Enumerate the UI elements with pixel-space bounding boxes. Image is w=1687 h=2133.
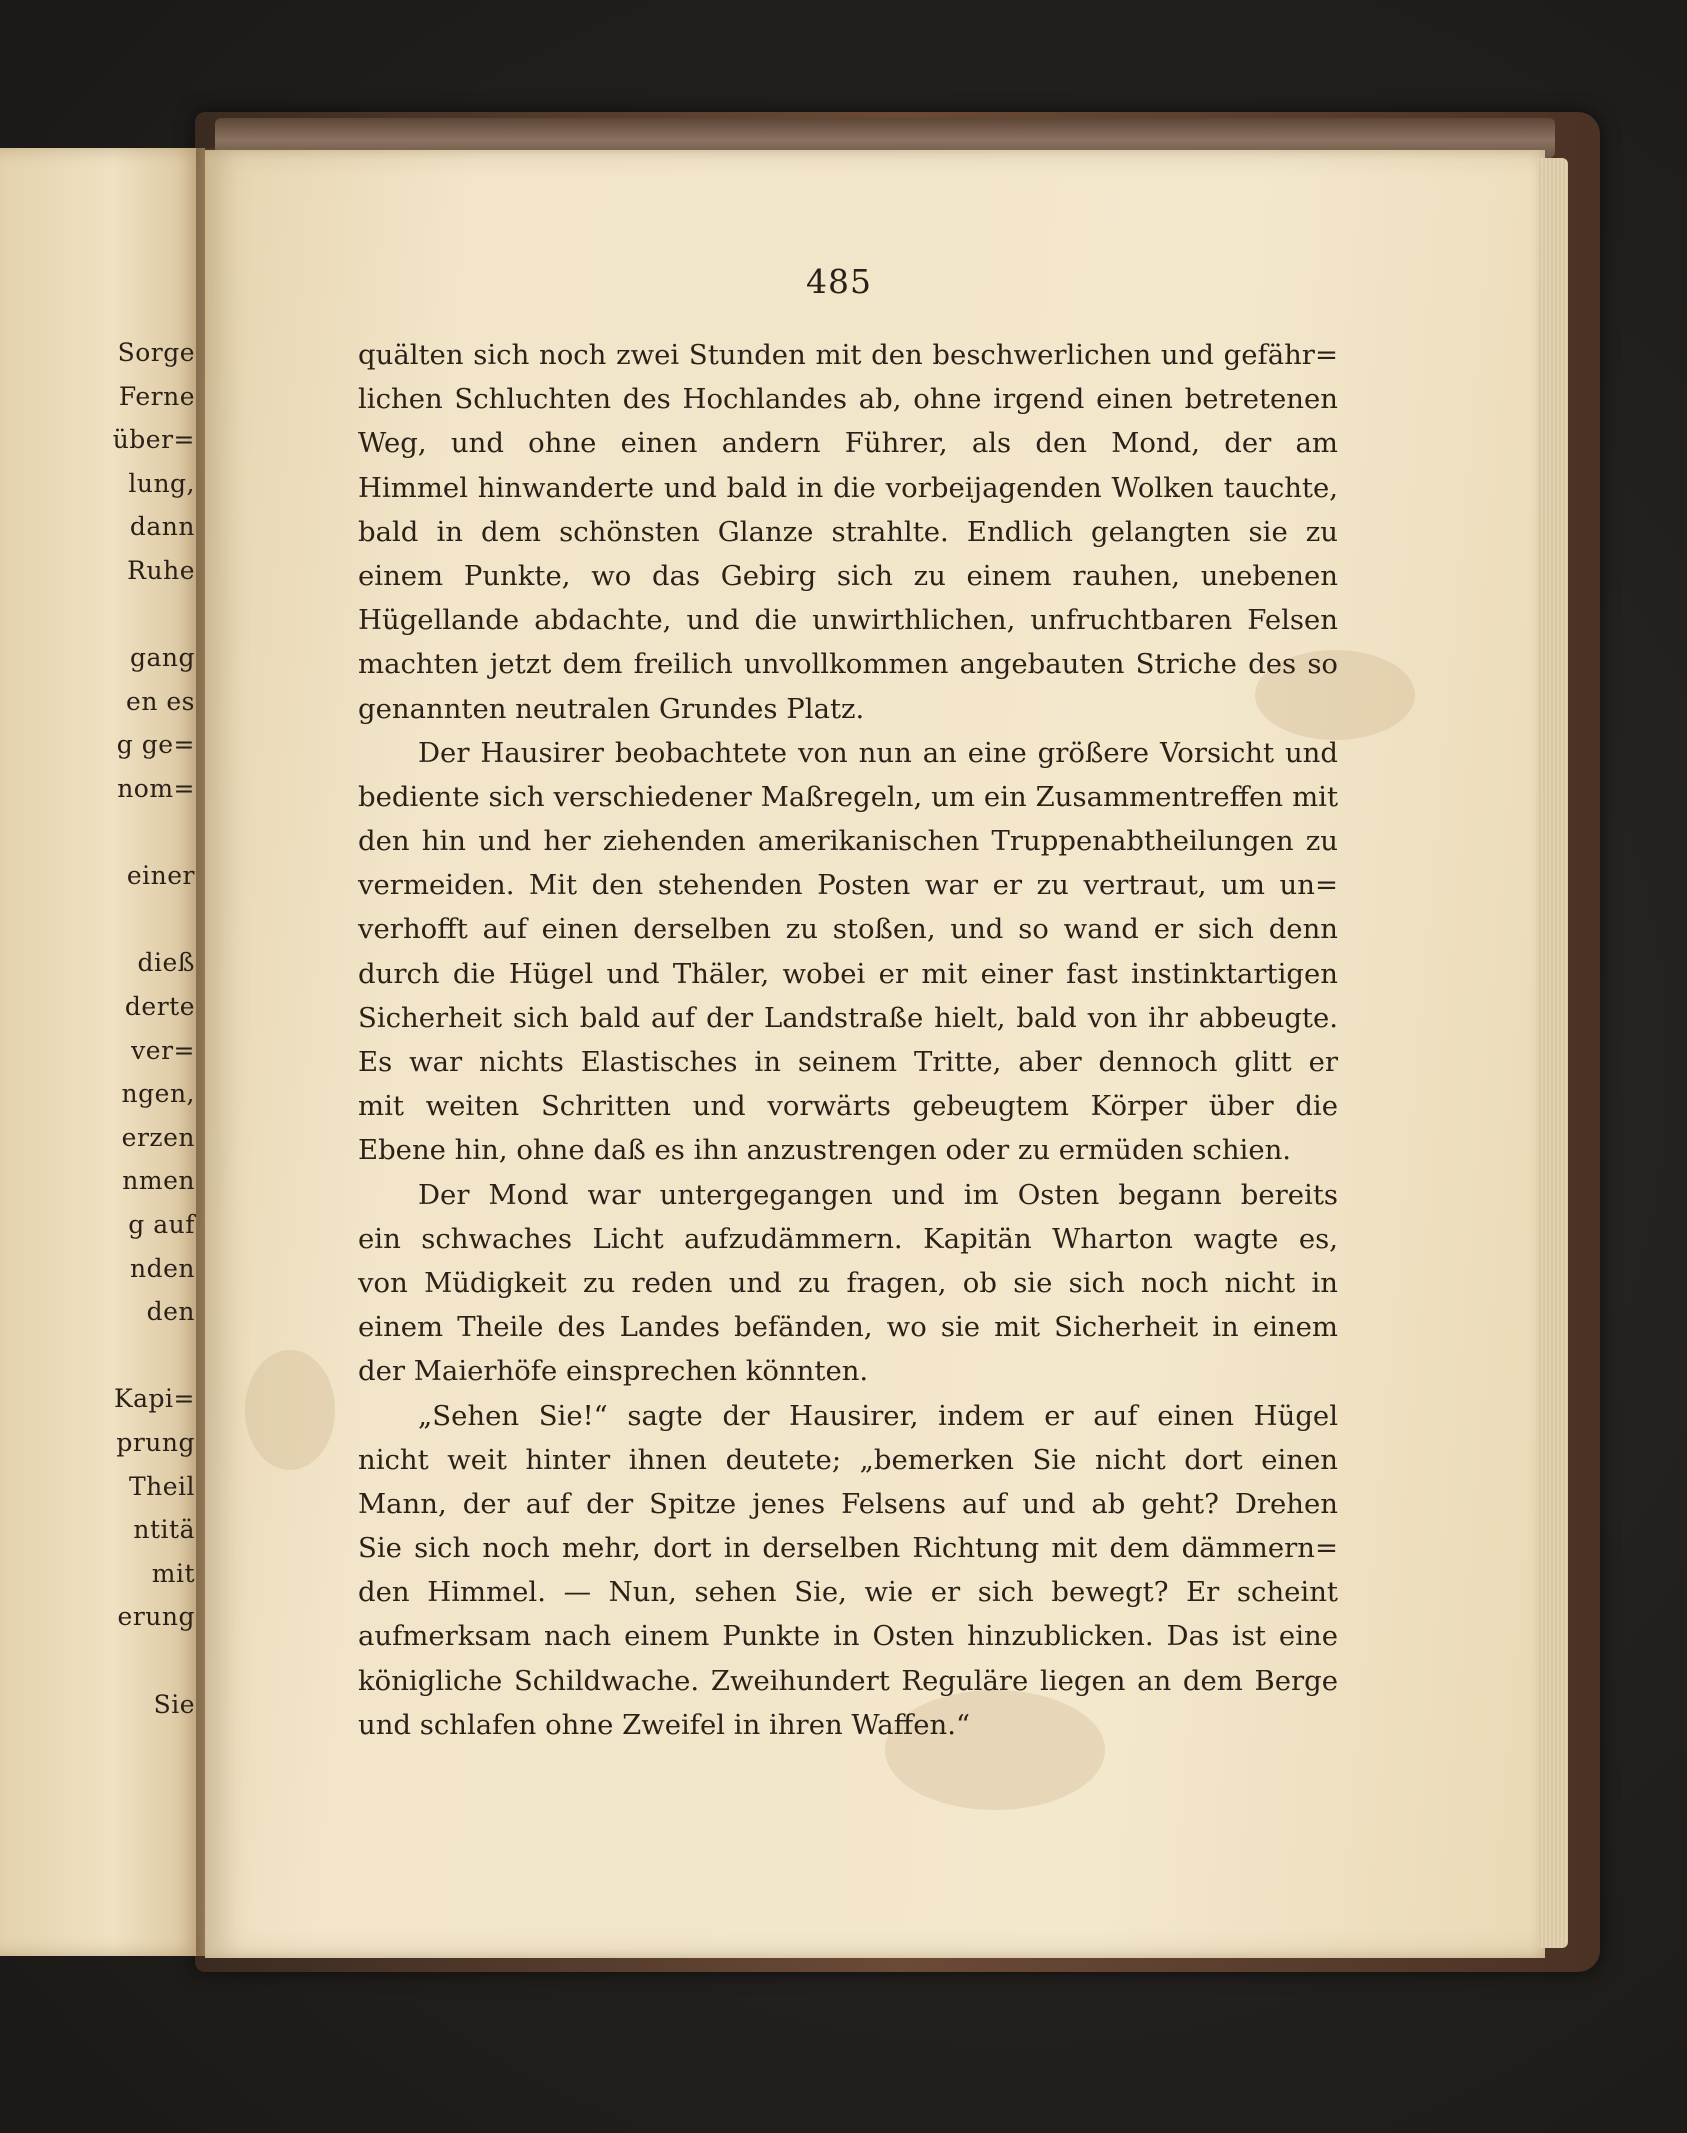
previous-page-line-fragment: lung, — [128, 468, 195, 498]
previous-page-line-fragment: g ge= — [116, 730, 195, 760]
text-line: von Müdigkeit zu reden und zu fragen, ob sie sich noch nicht in — [358, 1266, 1338, 1299]
previous-page-line-fragment: prung — [116, 1428, 195, 1457]
text-line: mit weiten Schritten und vorwärts gebeugtem Körper über die — [358, 1090, 1338, 1123]
text-line: verhofft auf einen derselben zu stoßen, und so wand er sich denn — [358, 913, 1338, 946]
text-line: Himmel hinwanderte und bald in die vorbeijagenden Wolken tauchte, — [358, 471, 1338, 504]
text-line: bald in dem schönsten Glanze strahlte. Endlich gelangten sie zu — [358, 515, 1338, 548]
paper-stain — [245, 1350, 335, 1470]
previous-page-line-fragment: Ferne — [118, 381, 195, 411]
previous-page-line-fragment: ngen, — [121, 1079, 195, 1109]
text-line: einem Theile des Landes befänden, wo sie mit Sicherheit in einem — [358, 1311, 1338, 1344]
text-line: den Himmel. — Nun, sehen Sie, wie er sich bewegt? Er scheint — [358, 1576, 1338, 1609]
previous-page-line-fragment: Kapi= — [113, 1384, 195, 1414]
previous-page-line-fragment: g auf — [128, 1210, 195, 1239]
text-line: durch die Hügel und Thäler, wobei er mit einer fast instinktartigen — [358, 957, 1338, 990]
text-line: Sicherheit sich bald auf der Landstraße hielt, bald von ihr abbeugte. — [358, 1001, 1338, 1034]
text-line: quälten sich noch zwei Stunden mit den beschwerlichen und gefähr= — [358, 339, 1338, 371]
page-number: 485 — [806, 262, 872, 301]
text-line: königliche Schildwache. Zweihundert Reguläre liegen an dem Berge — [358, 1664, 1338, 1697]
text-line: aufmerksam nach einem Punkte in Osten hinzublicken. Das ist eine — [358, 1620, 1338, 1653]
text-line: Sie sich noch mehr, dort in derselben Richtung mit dem dämmern= — [358, 1532, 1338, 1565]
previous-page-line-fragment: erzen — [121, 1122, 195, 1152]
previous-page-line-fragment: einer — [126, 861, 195, 891]
previous-page-line-fragment: Sie — [153, 1689, 195, 1719]
text-line: Weg, und ohne einen andern Führer, als den Mond, der am — [358, 427, 1338, 460]
text-line: Hügellande abdachte, und die unwirthlichen, unfruchtbaren Felsen — [358, 604, 1338, 637]
previous-page-line-fragment: nmen — [122, 1166, 195, 1196]
body-text — [358, 333, 1338, 1747]
text-line: lichen Schluchten des Hochlandes ab, ohne irgend einen betretenen — [358, 383, 1338, 416]
previous-page-line-fragment: mit — [151, 1558, 195, 1588]
previous-page-line-fragment: nden — [129, 1253, 195, 1283]
previous-page-line-fragment: ver= — [131, 1035, 195, 1065]
text-line: den hin und her ziehenden amerikanischen Truppenabtheilungen zu — [358, 825, 1338, 858]
previous-page-line-fragment: en es — [126, 686, 195, 716]
text-line: Der Mond war untergegangen und im Osten begann bereits — [418, 1178, 1338, 1211]
previous-page-line-fragment: Theil — [128, 1471, 195, 1501]
text-line: machten jetzt dem freilich unvollkommen angebauten Striche des so — [358, 648, 1338, 681]
previous-page-line-fragment: ntitä — [133, 1515, 195, 1545]
text-line: Es war nichts Elastisches in seinem Tritte, aber dennoch glitt er — [358, 1046, 1338, 1078]
previous-page-line-fragment: erung — [117, 1602, 195, 1632]
page-edges — [1538, 158, 1568, 1948]
text-line: Mann, der auf der Spitze jenes Felsens auf und ab geht? Drehen — [358, 1487, 1338, 1520]
previous-page — [0, 148, 205, 1956]
text-line: vermeiden. Mit den stehenden Posten war er zu vertraut, um un= — [358, 869, 1338, 902]
text-line: der Maierhöfe einsprechen könnten. — [358, 1355, 869, 1388]
text-line: einem Punkte, wo das Gebirg sich zu einem rauhen, unebenen — [358, 559, 1338, 592]
previous-page-line-fragment: dieß — [137, 948, 195, 978]
previous-page-line-fragment: den — [146, 1297, 195, 1327]
text-line: ein schwaches Licht aufzudämmern. Kapitän Wharton wagte es, — [358, 1222, 1338, 1255]
text-line: Der Hausirer beobachtete von nun an eine größere Vorsicht und — [418, 736, 1338, 769]
previous-page-line-fragment: nom= — [117, 774, 195, 803]
text-line: nicht weit hinter ihnen deutete; „bemerken Sie nicht dort einen — [358, 1443, 1338, 1476]
previous-page-line-fragment: dann — [129, 512, 195, 542]
text-line: Ebene hin, ohne daß es ihn anzustrengen oder zu ermüden schien. — [358, 1134, 1292, 1167]
text-line: genannten neutralen Grundes Platz. — [358, 692, 865, 725]
text-line: und schlafen ohne Zweifel in ihren Waffen.“ — [358, 1708, 971, 1741]
previous-page-line-fragment: über= — [112, 425, 195, 455]
previous-page-line-fragment: Ruhe — [127, 556, 195, 585]
text-line: bediente sich verschiedener Maßregeln, um ein Zusammentreffen mit — [358, 780, 1338, 813]
previous-page-line-fragment: gang — [129, 643, 195, 673]
previous-page-line-fragment: derte — [124, 992, 195, 1021]
previous-page-line-fragment: Sorge — [117, 338, 195, 367]
text-line: „Sehen Sie!“ sagte der Hausirer, indem er auf einen Hügel — [418, 1399, 1338, 1432]
